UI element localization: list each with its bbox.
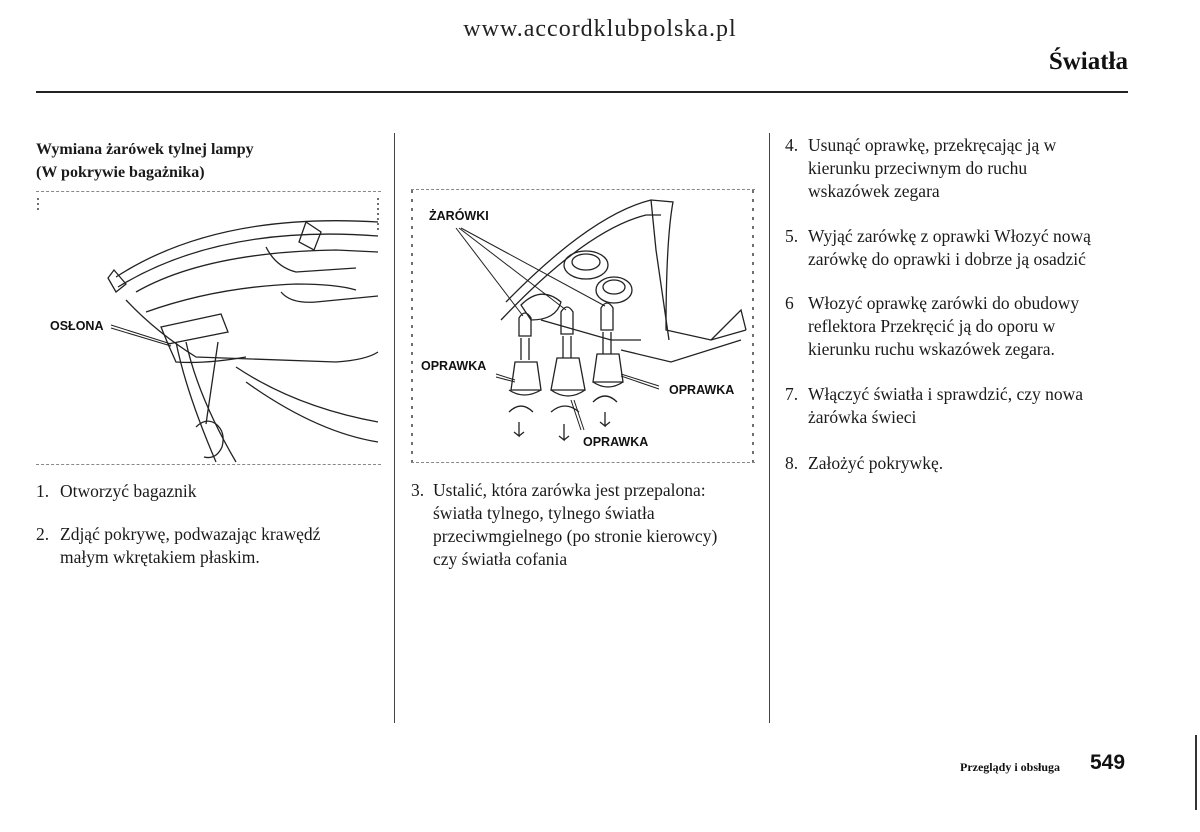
figure-label-socket-left: OPRAWKA (421, 359, 487, 373)
step-number: 4. (785, 135, 799, 155)
step-number: 8. (785, 453, 799, 473)
step-text-line: czy światła cofania (433, 549, 568, 569)
step-text-line: zarówkę do oprawki i dobrze ją osadzić (808, 249, 1086, 269)
column-divider-right (769, 133, 770, 723)
step-text-line: Zdjąć pokrywę, podwazając krawędź (60, 524, 321, 544)
step-6 (785, 292, 1135, 362)
step-text-line: Włączyć światła i sprawdzić, czy nowa (808, 384, 1084, 404)
header-rule (36, 91, 1128, 93)
step-3 (411, 479, 761, 575)
step-text-line: żarówka świeci (808, 407, 917, 427)
trunk-lid-cover-illustration (36, 191, 381, 465)
step-5 (785, 225, 1135, 273)
section-title: Światła (1048, 48, 1128, 75)
step-number: 6 (785, 293, 794, 313)
figure-label-socket-bottom: OPRAWKA (583, 435, 649, 449)
step-text-line: Wyjąć zarówkę z oprawki Włozyć nową (808, 226, 1091, 246)
figure-label-bulbs: ŻARÓWKI (429, 209, 489, 223)
step-text-line: Założyć pokrywkę. (808, 453, 944, 473)
step-text-line: Ustalić, która zarówka jest przepalona: (433, 480, 706, 500)
step-number: 1. (36, 481, 50, 501)
column-divider-left (394, 133, 395, 723)
step-text-line: reflektora Przekręcić ją do oporu w (808, 316, 1056, 336)
step-1 (36, 480, 381, 504)
step-number: 7. (785, 384, 799, 404)
step-number: 2. (36, 524, 50, 544)
step-text-line: przeciwmgielnego (po stronie kierowcy) (433, 526, 718, 546)
step-text-line: światła tylnego, tylnego światła (433, 503, 655, 523)
step-8 (785, 452, 1135, 476)
step-2 (36, 523, 381, 571)
site-url: www.accordklubpolska.pl (463, 16, 737, 42)
step-text-line: Usunąć oprawkę, przekręcając ją w (808, 135, 1057, 155)
heading-line-1: Wymiana żarówek tylnej lampy (36, 141, 254, 158)
step-text-line: Włozyć oprawkę zarówki do obudowy (808, 293, 1080, 313)
figure-label-socket-right: OPRAWKA (669, 383, 735, 397)
footer-section-label: Przeglądy i obsługa (960, 760, 1061, 774)
step-number: 3. (411, 480, 425, 500)
procedure-heading (36, 138, 376, 184)
rear-light-sockets-illustration (411, 189, 755, 463)
step-4 (785, 134, 1135, 204)
page-edge-mark (1195, 735, 1197, 810)
step-text-line: Otworzyć bagaznik (60, 481, 197, 501)
step-7 (785, 383, 1135, 431)
step-text-line: kierunku ruchu wskazówek zegara. (808, 339, 1055, 359)
heading-line-2: (W pokrywie bagażnika) (36, 164, 205, 181)
page-number: 549 (1090, 751, 1126, 774)
step-text-line: wskazówek zegara (808, 181, 940, 201)
step-text-line: kierunku przeciwnym do ruchu (808, 158, 1028, 178)
figure-label-cover: OSŁONA (50, 319, 104, 333)
step-number: 5. (785, 226, 799, 246)
step-text-line: małym wkrętakiem płaskim. (60, 547, 260, 567)
